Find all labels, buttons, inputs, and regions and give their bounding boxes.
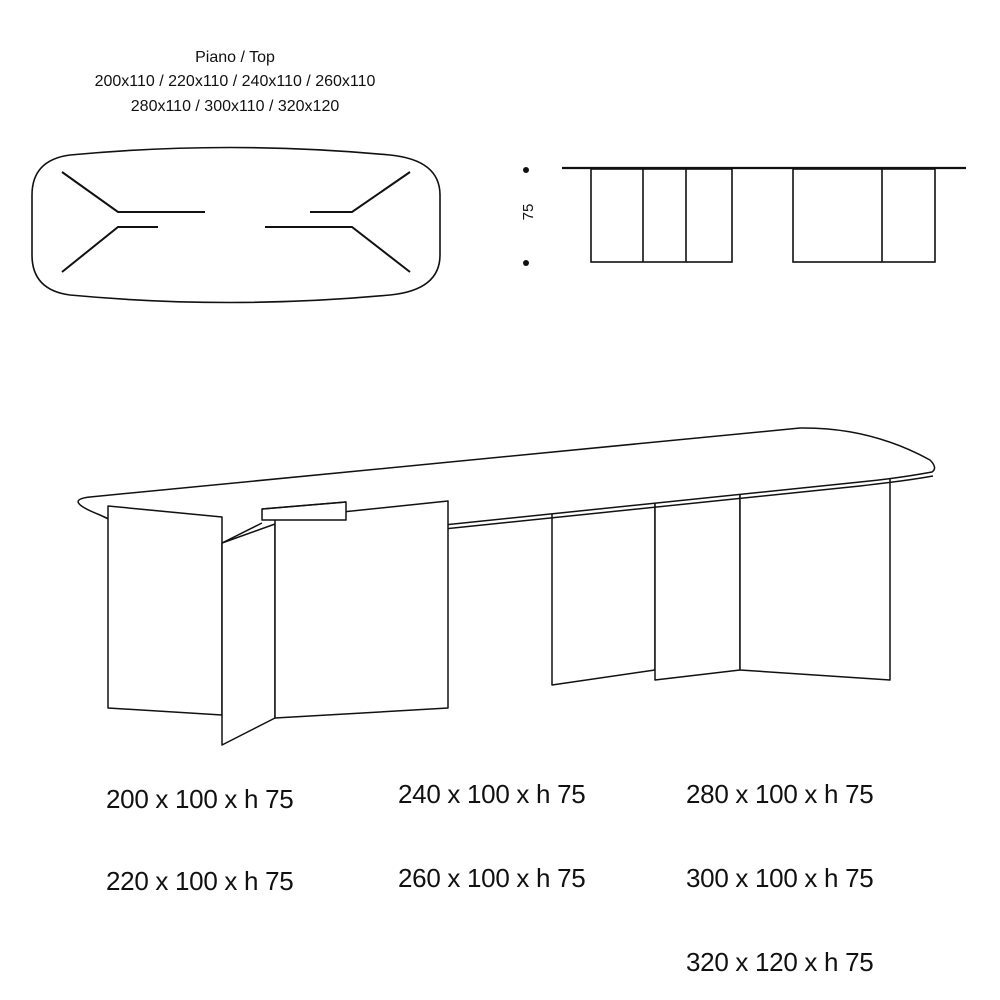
dimension-label: 240 x 100 x h 75 bbox=[398, 779, 586, 809]
dimension-label: 280 x 100 x h 75 bbox=[686, 779, 874, 809]
leg-elevation-left bbox=[591, 169, 732, 262]
leg-perspective-left bbox=[108, 501, 448, 745]
dimension-label: 260 x 100 x h 75 bbox=[398, 863, 586, 893]
dimension-label: 220 x 100 x h 75 bbox=[106, 866, 294, 896]
leg-plan-left bbox=[62, 172, 205, 272]
top-sizes-line-1: 200x110 / 220x110 / 240x110 / 260x110 bbox=[94, 73, 376, 90]
perspective-view bbox=[78, 428, 934, 745]
leg-plan-right bbox=[265, 172, 410, 272]
leg-elevation-right bbox=[793, 169, 935, 262]
height-label: 75 bbox=[520, 203, 537, 221]
height-marker-bottom bbox=[523, 260, 529, 266]
top-view-title: Piano / Top bbox=[195, 49, 275, 66]
tabletop-outline-plan bbox=[32, 148, 440, 303]
dimension-label: 320 x 120 x h 75 bbox=[686, 947, 874, 977]
top-view-plan bbox=[32, 148, 440, 303]
top-sizes-line-2: 280x110 / 300x110 / 320x120 bbox=[130, 98, 340, 115]
dimension-label: 200 x 100 x h 75 bbox=[106, 784, 294, 814]
height-marker-top bbox=[523, 167, 529, 173]
side-elevation bbox=[520, 167, 966, 266]
dimension-label: 300 x 100 x h 75 bbox=[686, 863, 874, 893]
